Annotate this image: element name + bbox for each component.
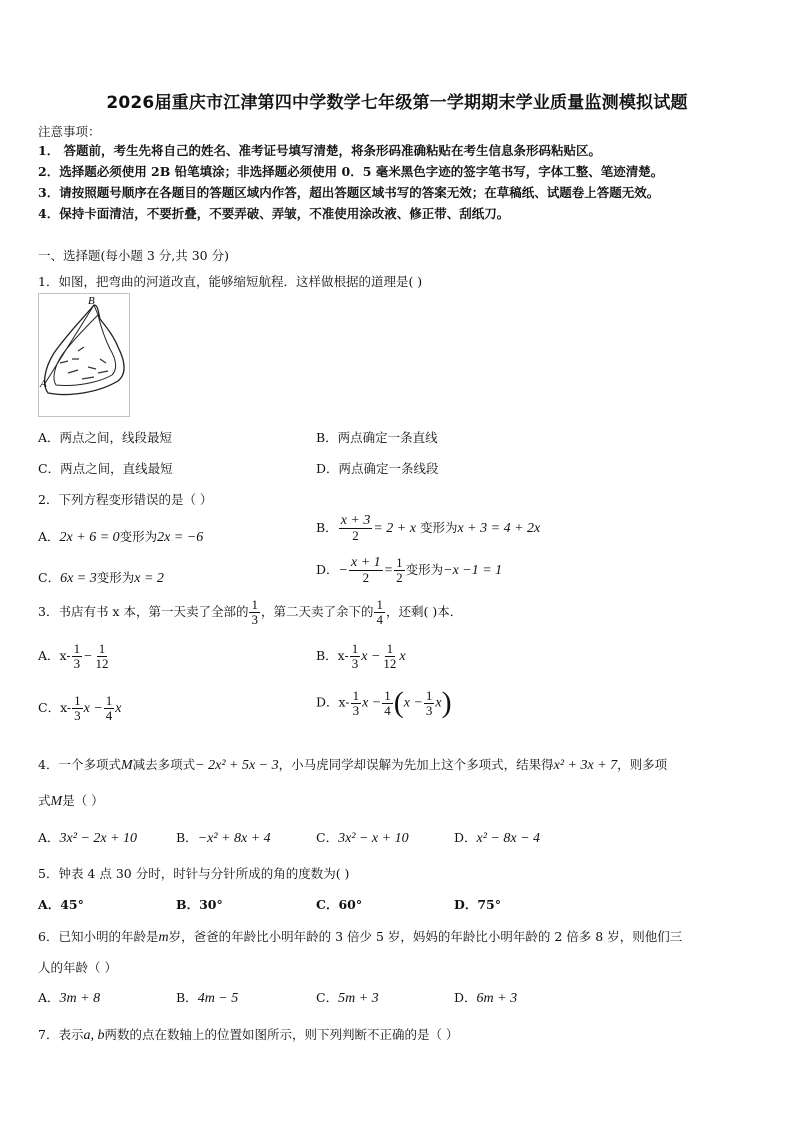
q5-stem: 5．钟表 4 点 30 分时，时针与分针所成的角的度数为( )	[38, 866, 350, 881]
equation: 2x + 6 = 0	[59, 530, 120, 545]
option-label: D．	[316, 562, 339, 577]
equation: 2x = −6	[157, 530, 204, 545]
equation: x = 2	[134, 571, 164, 586]
q5-option-d: D．75°	[454, 897, 501, 912]
section-heading: 一、选择题(每小题 3 分,共 30 分)	[38, 248, 229, 263]
q6-option-a: A．3m + 8	[38, 990, 101, 1006]
q1-option-b: B．两点确定一条直线	[316, 430, 438, 445]
q4-stem-line1: 4．一个多项式M减去多项式− 2x² + 5x − 3，小马虎同学却误解为先加上这个多项式，结果得x² + 3x + 7，则多项	[38, 757, 668, 773]
fraction: $\frac{x + 1}{2}$	[350, 555, 381, 585]
q5-option-c: C．60°	[316, 897, 363, 912]
equation: 6x = 3	[60, 571, 97, 586]
option-label: C．	[38, 570, 61, 585]
exam-title: 2026届重庆市江津第四中学数学七年级第一学期期末学业质量监测模拟试题	[106, 93, 688, 113]
q4-option-d: D．x² − 8x − 4	[454, 830, 541, 846]
option-text: 变形为	[96, 570, 135, 585]
q6-option-c: C．5m + 3	[316, 990, 379, 1006]
q5-option-a: A．45°	[38, 897, 84, 912]
q6-stem-line2: 人的年龄（ ）	[38, 960, 117, 975]
fraction: $\frac{1}{3}$	[251, 597, 258, 627]
point-a-label: A	[40, 378, 47, 390]
q1-option-d: D．两点确定一条线段	[316, 461, 439, 476]
notice-item: 4．保持卡面清洁，不要折叠，不要弄破、弄皱，不准使用涂改液、修正带、刮纸刀。	[38, 206, 510, 221]
q5-option-b: B．30°	[176, 897, 223, 912]
q4-stem-line2: 式M是（ ）	[38, 793, 104, 809]
q4-option-b: B．−x² + 8x + 4	[176, 830, 271, 846]
notice-item: 3．请按照题号顺序在各题目的答题区域内作答，超出答题区域书写的答案无效；在草稿纸、试题卷上答题无效。	[38, 185, 660, 200]
q3-option-b: B．x- $\frac{1}{3}$ x − $\frac{1}{12}$ x	[316, 641, 406, 671]
fraction: $\frac{1}{2}$	[396, 555, 403, 585]
q1-option-a: A．两点之间，线段最短	[38, 430, 173, 445]
option-label: A．	[38, 529, 60, 544]
equation: = 2 + x	[373, 521, 416, 536]
point-b-label: B	[88, 295, 95, 307]
q6-stem-line1: 6．已知小明的年龄是m岁，爸爸的年龄比小明年龄的 3 倍少 5 岁，妈妈的年龄比小明年龄的 2 倍多 8 岁，则他们三	[38, 929, 683, 945]
q6-option-b: B．4m − 5	[176, 990, 239, 1006]
q2-option-b	[316, 514, 540, 543]
q1-stem: 1．如图，把弯曲的河道改直，能够缩短航程．这样做根据的道理是( )	[38, 274, 423, 289]
option-label: B．	[316, 520, 338, 535]
notice-item: 1． 答题前，考生先将自己的姓名、准考证号填写清楚，将条形码准确粘贴在考生信息条形码粘贴区。	[38, 143, 602, 158]
equation: −x −1 = 1	[443, 563, 503, 578]
option-text: 变形为	[119, 529, 158, 544]
q3-option-a: A．x- $\frac{1}{3}$ − $\frac{1}{12}$	[38, 641, 109, 671]
q1-option-c: C．两点之间，直线最短	[38, 461, 173, 476]
option-text: 变形为	[405, 562, 444, 577]
q3-option-c: C．x- $\frac{1}{3}$ x − $\frac{1}{4}$ x	[38, 693, 122, 723]
q2-option-c	[38, 568, 164, 587]
option-text: 变形为	[419, 520, 458, 535]
q3-stem: 3．书店有书 x 本，第一天卖了全部的 $\frac{1}{3}$ ，第二天卖了余下的 $\frac{1}{4}$ ，还剩( )本．	[38, 597, 463, 627]
q6-option-d: D．6m + 3	[454, 990, 518, 1006]
q4-option-a: A．3x² − 2x + 10	[38, 830, 138, 846]
q2-option-a	[38, 527, 203, 546]
equation: x + 3 = 4 + 2x	[457, 521, 541, 536]
river-figure	[38, 293, 130, 417]
q4-option-c: C．3x² − x + 10	[316, 830, 409, 846]
q2-stem: 2．下列方程变形错误的是（ ）	[38, 492, 213, 507]
fraction: $\frac{x + 3}{2}$	[340, 513, 371, 543]
fraction: $\frac{1}{4}$	[376, 597, 383, 627]
q2-option-d: D．− $\frac{x + 1}{2}$ = $\frac{1}{2}$ 变形为−x −1 = 1	[316, 555, 503, 585]
notice-item: 2．选择题必须使用 2B 铅笔填涂；非选择题必须使用 0．5 毫米黑色字迹的签字笔书写，字体工整、笔迹清楚。	[38, 164, 664, 179]
q7-stem: 7．表示a, b两数的点在数轴上的位置如图所示，则下列判断不正确的是（ ）	[38, 1027, 459, 1043]
notice-heading: 注意事项：	[38, 124, 101, 139]
q3-option-d: D．x- $\frac{1}{3}$ x − $\frac{1}{4}$ (x − $\frac{1}{3}$ x)	[316, 686, 452, 719]
